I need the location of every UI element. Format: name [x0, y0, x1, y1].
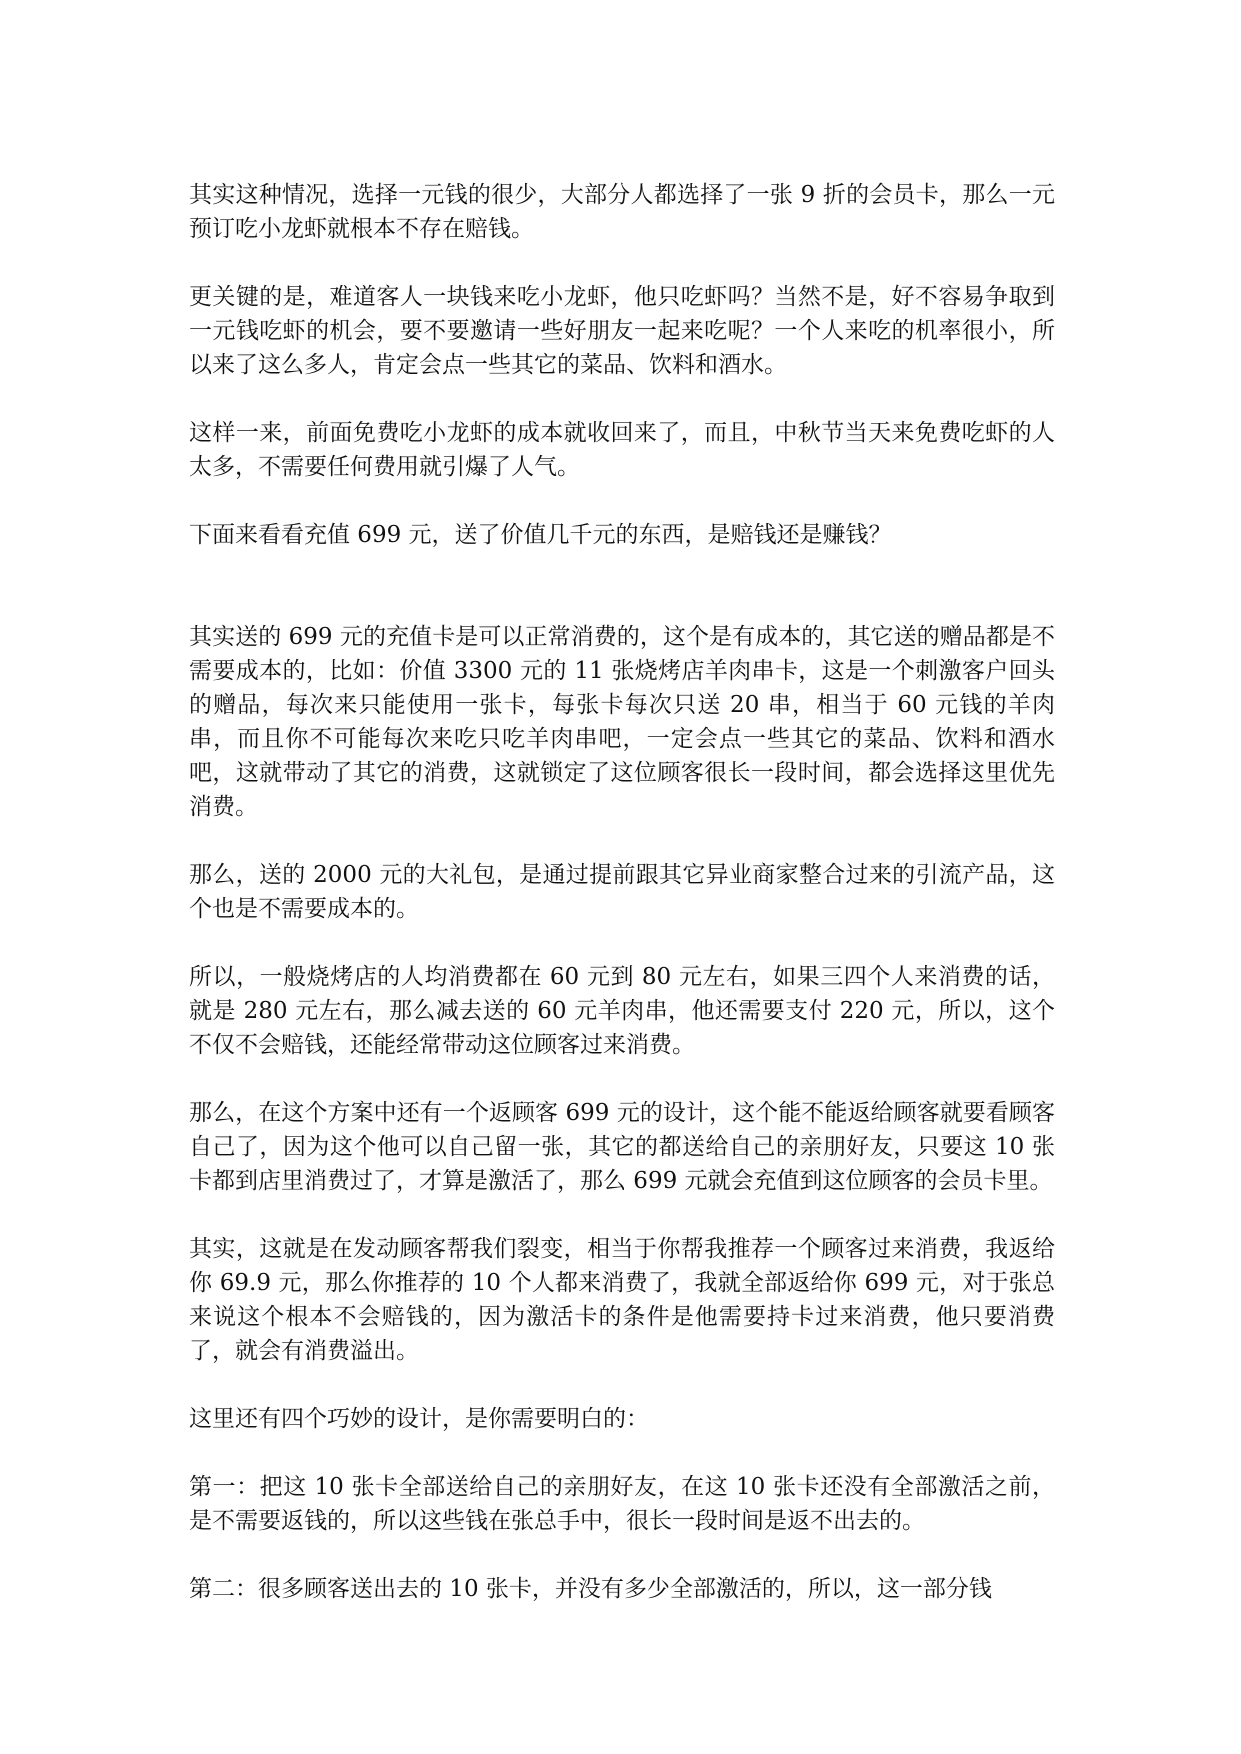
paragraph-3: 这样一来，前面免费吃小龙虾的成本就收回来了，而且，中秋节当天来免费吃虾的人太多，不需要任何费用就引爆了人气。 — [189, 420, 1055, 480]
document-body — [189, 178, 1055, 1606]
paragraph-9: 其实，这就是在发动顾客帮我们裂变，相当于你帮我推荐一个顾客过来消费，我返给你 69.9 元，那么你推荐的 10 个人都来消费了，我就全部返给你 699 元，对于张总来说这个根本不会赔钱的，因为激活卡的条件是他需要持卡过来消费，他只要消费了，就会有消费溢出。 — [189, 1236, 1055, 1364]
paragraph-1: 其实这种情况，选择一元钱的很少，大部分人都选择了一张 9 折的会员卡，那么一元预订吃小龙虾就根本不存在赔钱。 — [189, 182, 1055, 242]
paragraph-5: 其实送的 699 元的充值卡是可以正常消费的，这个是有成本的，其它送的赠品都是不需要成本的，比如：价值 3300 元的 11 张烧烤店羊肉串卡，这是一个刺激客户回头的赠品，每次来只能使用一张卡，每张卡每次只送 20 串，相当于 60 元钱的羊肉串，而且你不可能每次来吃只吃羊肉串吧，一定会点一些其它的菜品、饮料和酒水吧，这就带动了其它的消费，这就锁定了这位顾客很长一段时间，都会选择这里优先消费。 — [189, 624, 1055, 820]
paragraph-2: 更关键的是，难道客人一块钱来吃小龙虾，他只吃虾吗？当然不是，好不容易争取到一元钱吃虾的机会，要不要邀请一些好朋友一起来吃呢？一个人来吃的机率很小，所以来了这么多人，肯定会点一些其它的菜品、饮料和酒水。 — [189, 284, 1055, 378]
paragraph-7: 所以，一般烧烤店的人均消费都在 60 元到 80 元左右，如果三四个人来消费的话，就是 280 元左右，那么减去送的 60 元羊肉串，他还需要支付 220 元，所以，这个不仅不会赔钱，还能经常带动这位顾客过来消费。 — [189, 964, 1055, 1058]
paragraph-8: 那么，在这个方案中还有一个返顾客 699 元的设计，这个能不能返给顾客就要看顾客自己了，因为这个他可以自己留一张，其它的都送给自己的亲朋好友，只要这 10 张卡都到店里消费过了，才算是激活了，那么 699 元就会充值到这位顾客的会员卡里。 — [189, 1100, 1055, 1194]
paragraph-6: 那么，送的 2000 元的大礼包，是通过提前跟其它异业商家整合过来的引流产品，这个也是不需要成本的。 — [189, 862, 1055, 922]
paragraph-11: 第一：把这 10 张卡全部送给自己的亲朋好友，在这 10 张卡还没有全部激活之前，是不需要返钱的，所以这些钱在张总手中，很长一段时间是返不出去的。 — [189, 1474, 1055, 1534]
paragraph-4: 下面来看看充值 699 元，送了价值几千元的东西，是赔钱还是赚钱？ — [189, 522, 892, 548]
paragraph-10: 这里还有四个巧妙的设计，是你需要明白的： — [189, 1406, 649, 1432]
paragraph-12: 第二：很多顾客送出去的 10 张卡，并没有多少全部激活的，所以，这一部分钱 — [189, 1576, 992, 1602]
